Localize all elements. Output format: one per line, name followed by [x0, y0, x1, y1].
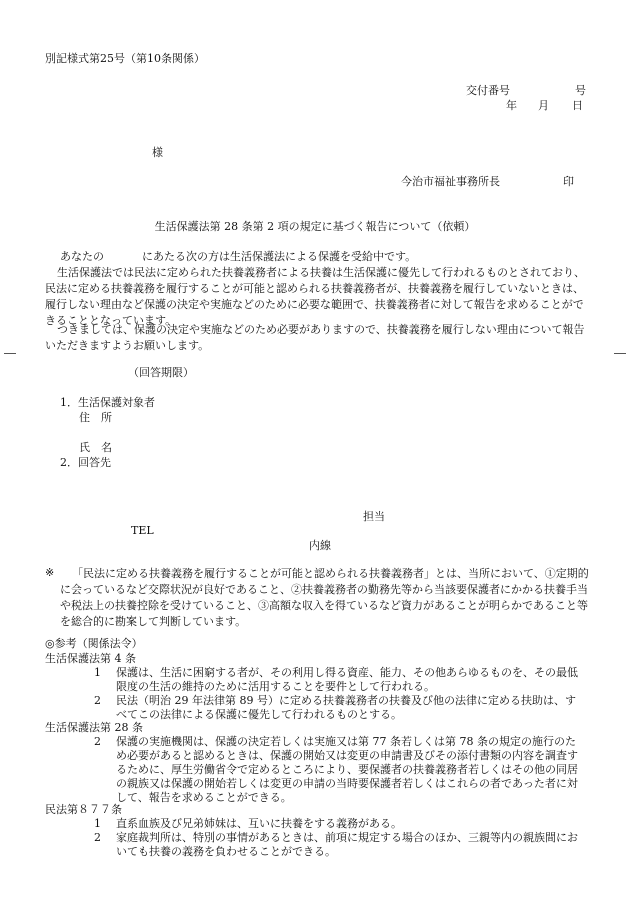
body-paragraph-3-text: つきましては、保護の決定や実施などのため必要がありますので、扶養義務を履行しない理由について報告いただきますようお願いします。	[45, 323, 585, 352]
addressee-suffix: 様	[152, 146, 163, 159]
item-address-label: 住 所	[79, 411, 112, 424]
law1-p1	[116, 666, 586, 694]
left-margin-mark	[4, 353, 16, 354]
contact-person-label: 担当	[363, 510, 385, 523]
contact-tel-label: TEL	[131, 524, 154, 537]
law3-title: 民法第８７７条	[45, 803, 122, 816]
item-2-label: 2．回答先	[60, 456, 111, 469]
deadline-label: （回答期限）	[128, 366, 194, 379]
law3-p1-number: 1	[94, 817, 101, 830]
issue-number-suffix: 号	[575, 84, 586, 97]
contact-ext-label: 内線	[309, 539, 331, 552]
sender-office: 今治市福祉事務所長	[401, 175, 500, 188]
law3-p1	[116, 817, 586, 831]
right-margin-mark	[614, 353, 626, 354]
law1-p2	[116, 694, 586, 722]
body-paragraph-2-text: 生活保護法では民法に定められた扶養義務者による扶養は生活保護に優先して行われるものとされており、民法に定める扶養義務を履行することが可能と認められる扶養義務者が、扶養義務を履行していないときは、履行しない理由など保護の決定や実施などのために必要な範囲で、扶養義務者に対して報告を求めることができることとなっています。	[45, 266, 585, 327]
body-line1-a: あなたの	[60, 250, 104, 263]
issue-year: 年	[506, 99, 517, 112]
law1-title: 生活保護法第 4 条	[45, 652, 136, 665]
body-line1-b: にあたる次の方は生活保護法による保護を受給中です。	[142, 250, 417, 263]
document-title: 生活保護法第 28 条第 2 項の規定に基づく報告について（依頼）	[154, 220, 476, 233]
law2-p2	[116, 735, 586, 805]
issue-number-label: 交付番号	[466, 84, 510, 97]
law3-p2-number: 2	[94, 831, 101, 844]
sender-seal: 印	[563, 175, 574, 188]
body-paragraph-3	[45, 322, 589, 354]
body-paragraph-2	[45, 265, 589, 329]
law3-p2-text: 家庭裁判所は、特別の事情があるときは、前項に規定する場合のほか、三親等内の親族間においても扶養の義務を負わせることができる。	[116, 831, 578, 858]
note-text: 「民法に定める扶養義務を履行することが可能と認められる扶養義務者」とは、当所において、①定期的に会っているなど交際状況が良好であること、②扶養義務者の勤務先等から当該要保護者にかかる扶養手当や税法上の扶養控除を受けていること、③高額な収入を得ているなど資力があることが明らかであること等を総合的に勘案して判断しています。	[60, 567, 589, 628]
note-mark: ※	[45, 566, 55, 579]
law2-p2-text: 保護の実施機関は、保護の決定若しくは実施又は第 77 条若しくは第 78 条の規定の施行のため必要があると認めるときは、保護の開始又は変更の申請書及びその添付書類の内容を調査するために、厚生労働省令で定めるところにより、要保護者の扶養義務者若しくはその他の同居の親族又は保護の開始若しくは変更の申請の当時要保護者若しくはこれらの者であった者に対して、報告を求めることができる。	[116, 735, 578, 804]
item-name-label: 氏 名	[79, 441, 112, 454]
form-label: 別記様式第25号（第10条関係）	[45, 52, 205, 65]
item-1-label: 1．生活保護対象者	[60, 396, 155, 409]
issue-day: 日	[572, 99, 583, 112]
reference-heading: ◎参考（関係法令）	[45, 637, 143, 650]
law1-p1-text: 保護は、生活に困窮する者が、その利用し得る資産、能力、その他あらゆるものを、その最低限度の生活の維持のために活用することを要件として行われる。	[116, 666, 578, 693]
note-block	[60, 566, 590, 630]
law1-p2-number: 2	[94, 694, 101, 707]
law1-p1-number: 1	[94, 666, 101, 679]
law3-p1-text: 直系血族及び兄弟姉妹は、互いに扶養をする義務がある。	[116, 817, 402, 830]
law2-p2-number: 2	[94, 735, 101, 748]
issue-month: 月	[538, 99, 549, 112]
law3-p2	[116, 831, 586, 859]
law2-title: 生活保護法第 28 条	[45, 721, 143, 734]
law1-p2-text: 民法（明治 29 年法律第 89 号）に定める扶養義務者の扶養及び他の法律に定める扶助は、すべてこの法律による保護に優先して行われるものとする。	[116, 694, 576, 721]
